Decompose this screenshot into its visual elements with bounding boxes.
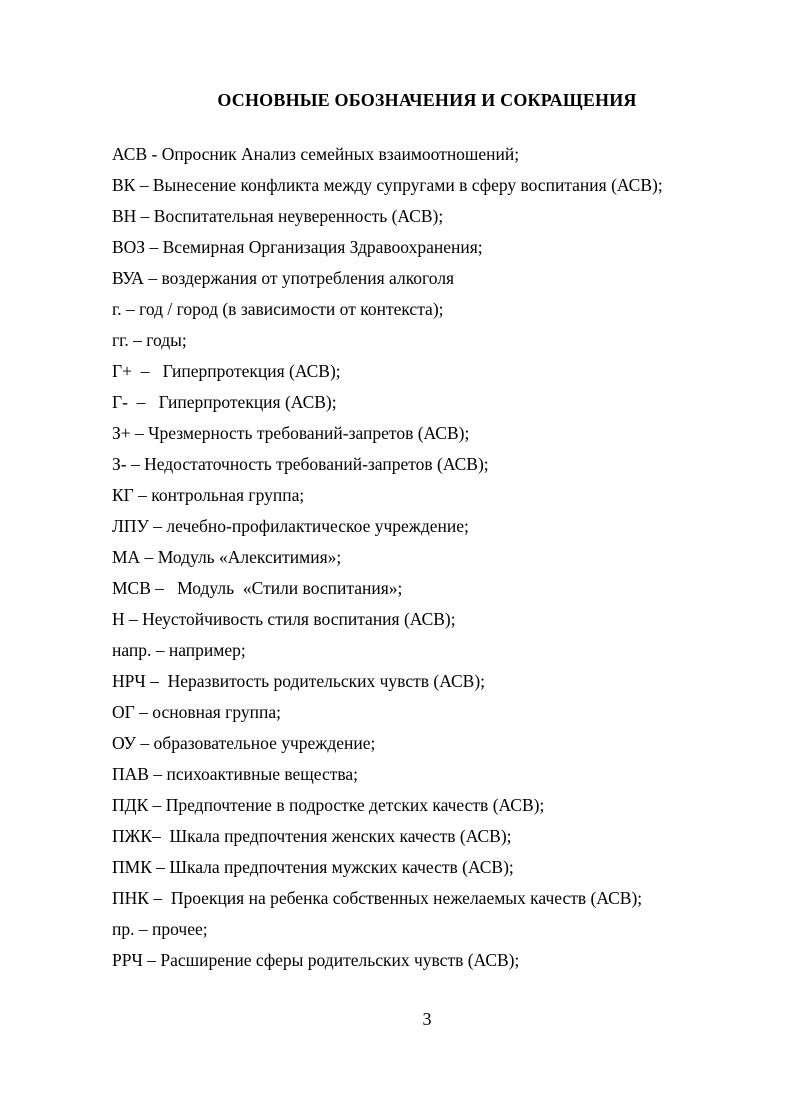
page-title: ОСНОВНЫЕ ОБОЗНАЧЕНИЯ И СОКРАЩЕНИЯ: [217, 90, 637, 110]
abbreviation-entry: ОГ – основная группа;: [112, 702, 281, 722]
page-number: 3: [422, 1009, 432, 1029]
abbreviation-entry: З+ – Чрезмерность требований-запретов (АСВ);: [112, 423, 470, 443]
abbreviation-entry: г. – год / город (в зависимости от контекста);: [112, 299, 444, 319]
abbreviation-entry: Н – Неустойчивость стиля воспитания (АСВ);: [112, 609, 456, 629]
abbreviation-entry: пр. – прочее;: [112, 919, 208, 939]
abbreviation-entry: ВОЗ – Всемирная Организация Здравоохранения;: [112, 237, 483, 257]
abbreviation-entry: ВК – Вынесение конфликта между супругами в сферу воспитания (АСВ);: [112, 175, 663, 195]
abbreviation-entry: Г- – Гиперпротекция (АСВ);: [112, 392, 337, 412]
abbreviation-entry: ПМК – Шкала предпочтения мужских качеств (АСВ);: [112, 857, 514, 877]
abbreviation-entry: ЛПУ – лечебно-профилактическое учреждение;: [112, 516, 469, 536]
abbreviation-entry: З- – Недостаточность требований-запретов (АСВ);: [112, 454, 489, 474]
abbreviation-entry: ВН – Воспитательная неуверенность (АСВ);: [112, 206, 444, 226]
abbreviation-entry: ВУА – воздержания от употребления алкоголя: [112, 268, 455, 288]
abbreviation-entry: ПДК – Предпочтение в подростке детских качеств (АСВ);: [112, 795, 545, 815]
abbreviation-entry: гг. – годы;: [112, 330, 187, 350]
abbreviation-entry: ПНК – Проекция на ребенка собственных нежелаемых качеств (АСВ);: [112, 888, 643, 908]
abbreviation-entry: МА – Модуль «Алекситимия»;: [112, 547, 342, 567]
abbreviation-entry: МСВ – Модуль «Стили воспитания»;: [112, 578, 403, 598]
abbreviation-entry: ОУ – образовательное учреждение;: [112, 733, 376, 753]
abbreviation-list: [112, 141, 752, 978]
abbreviation-entry: АСВ - Опросник Анализ семейных взаимоотношений;: [112, 144, 520, 164]
abbreviation-entry: ПАВ – психоактивные вещества;: [112, 764, 359, 784]
abbreviation-entry: ПЖК– Шкала предпочтения женских качеств (АСВ);: [112, 826, 512, 846]
abbreviation-entry: напр. – например;: [112, 640, 246, 660]
abbreviation-entry: Г+ – Гиперпротекция (АСВ);: [112, 361, 341, 381]
abbreviation-entry: НРЧ – Неразвитость родительских чувств (АСВ);: [112, 671, 486, 691]
abbreviation-entry: РРЧ – Расширение сферы родительских чувств (АСВ);: [112, 950, 520, 970]
abbreviation-entry: КГ – контрольная группа;: [112, 485, 305, 505]
